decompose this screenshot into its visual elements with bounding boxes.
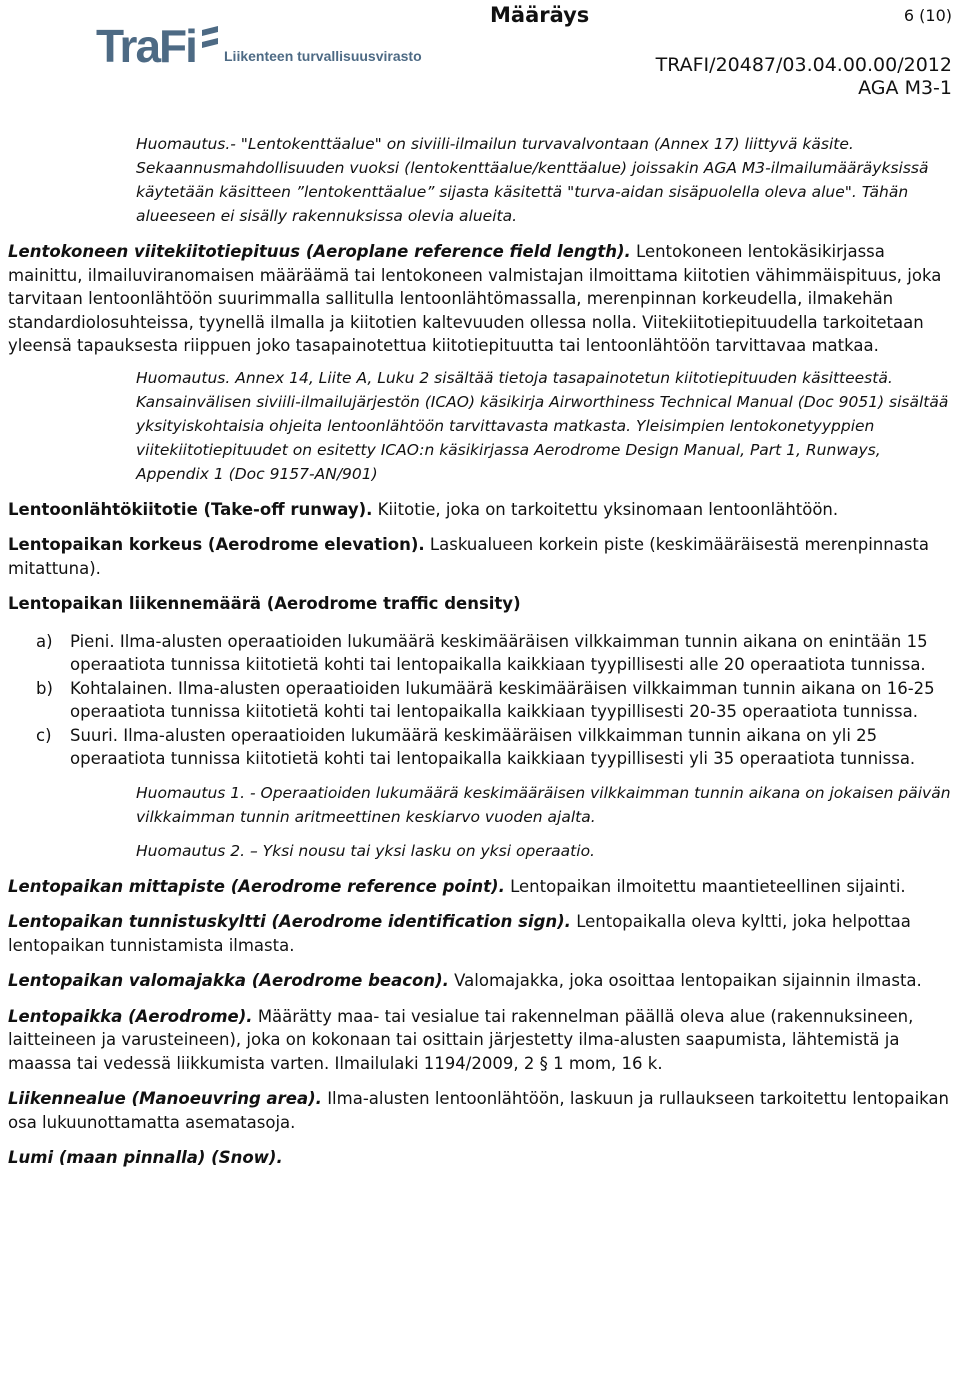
page-number: 6 (10)	[903, 6, 952, 25]
definition-text: Kiitotie, joka on tarkoitettu yksinomaan lentoonlähtöön.	[377, 499, 839, 519]
note-paragraph: Huomautus. Annex 14, Liite A, Luku 2 sisältää tietoja tasapainotetun kiitotiepituuden käsitteestä. Kansainvälisen siviili-ilmailujärjestön (ICAO) käsikirja Airworthiness Technical Manual (Doc 9051) sisältää yksityiskohtaisia ohjeita lentoonlähtöön tarvittavasta matkasta. Yleisimpien lentokonetyyppien viitekiitotiepituudet on esitetty ICAO:n käsikirjassa Aerodrome Design Manual, Part 1, Runways, Appendix 1 (Doc 9157-AN/901)	[136, 368, 949, 483]
list-item-label: b)	[36, 678, 53, 698]
definition-identification-sign	[8, 910, 956, 957]
document-id: TRAFI/20487/03.04.00.00/2012	[655, 54, 952, 76]
definition-term: Lentopaikan tunnistuskyltti (Aerodrome identification sign).	[8, 912, 571, 931]
definition-reference-field-length	[8, 240, 956, 358]
definition-text: Ilma-alusten lentoonlähtöön, laskuun ja rullaukseen tarkoitettu lentopaikan osa lukuunottamatta asematasoja.	[8, 1089, 949, 1132]
list-item-text: Kohtalainen. Ilma-alusten operaatioiden lukumäärä keskimääräisen vilkkaimman tunnin aikana on 16-25 operaatiota tunnissa kiitotietä kohti tai lentopaikalla kaikkiaan tyypillisesti 20-35 operaatiota tunnissa.	[70, 678, 935, 721]
agency-name: Liikenteen turvallisuusvirasto	[224, 48, 422, 64]
list-item-label: a)	[36, 631, 53, 651]
definition-term: Lentoonlähtökiitotie (Take-off runway).	[8, 499, 373, 519]
definition-term: Lumi (maan pinnalla) (Snow).	[8, 1148, 283, 1167]
note-paragraph: Huomautus 1. - Operaatioiden lukumäärä keskimääräisen vilkkaimman tunnin aikana on jokaisen päivän vilkkaimman tunnin aritmeettinen keskiarvo vuoden ajalta.	[136, 783, 951, 826]
definition-text: Valomajakka, joka osoittaa lentopaikan sijainnin ilmasta.	[454, 971, 922, 990]
definition-term: Lentopaikan mittapiste (Aerodrome reference point).	[8, 876, 505, 896]
density-list	[8, 630, 956, 771]
logo-text: TraFi	[96, 20, 196, 72]
definition-text: Määrätty maa- tai vesialue tai rakennelman päällä oleva alue (rakennuksineen, laitteineen ja varusteineen), joka on kokonaan tai osittain järjestetty ilma-alusten saapumista, lähtemistä ja maassa tai vedessä liikkumista varten. Ilmailulaki 1194/2009, 2 § 1 mom, 16 k.	[8, 1006, 914, 1073]
list-item	[8, 630, 956, 677]
list-item-label: c)	[36, 725, 52, 745]
definition-term: Lentopaikan valomajakka (Aerodrome beacon).	[8, 971, 449, 990]
list-item-text: Pieni. Ilma-alusten operaatioiden lukumäärä keskimääräisen vilkkaimman tunnin aikana on enintään 15 operaatiota tunnissa kiitotietä kohti tai lentopaikalla kaikkiaan tyypillisesti alle 20 operaatiota tunnissa.	[70, 631, 928, 674]
note-paragraph: Huomautus 2. – Yksi nousu tai yksi lasku on yksi operaatio.	[136, 841, 595, 860]
definition-term: Liikennealue (Manoeuvring area).	[8, 1089, 322, 1108]
document-body	[8, 132, 956, 1170]
definition-text: Lentopaikan ilmoitettu maantieteellinen sijainti.	[510, 876, 906, 896]
definition-text: Laskualueen korkein piste (keskimääräisestä merenpinnasta mitattuna).	[8, 535, 930, 578]
definition-term: Lentopaikan korkeus (Aerodrome elevation).	[8, 535, 425, 554]
definition-take-off-runway	[8, 498, 956, 522]
definition-term: Lentokoneen viitekiitotiepituus (Aeroplane reference field length).	[8, 242, 631, 261]
document-type: Määräys	[490, 3, 590, 27]
definition-aerodrome-beacon	[8, 969, 956, 993]
definition-manoeuvring-area	[8, 1087, 956, 1134]
definition-text: Lentopaikalla oleva kyltti, joka helpottaa lentopaikan tunnistamista ilmasta.	[8, 912, 911, 955]
definition-snow	[8, 1146, 956, 1170]
definition-traffic-density	[8, 592, 956, 616]
logo-wing-icon	[200, 24, 220, 68]
list-item-text: Suuri. Ilma-alusten operaatioiden lukumäärä keskimääräisen vilkkaimman tunnin aikana on yli 25 operaatiota tunnissa kiitotietä kohti tai lentopaikalla kaikkiaan tyypillisesti yli 35 operaatiota tunnissa.	[70, 725, 916, 768]
definition-aerodrome-elevation	[8, 533, 956, 580]
trafi-logo	[96, 22, 456, 70]
definition-aerodrome	[8, 1005, 956, 1076]
list-item	[8, 724, 956, 771]
note-paragraph: Huomautus.- "Lentokenttäalue" on siviili-ilmailun turvavalvontaan (Annex 17) liittyvä käsite. Sekaannusmahdollisuuden vuoksi (lentokenttäalue/kenttäalue) joissakin AGA M3-ilmailumääräyksissä käytetään käsitteen ”lentokenttäalue” sijasta käsitettä "turva-aidan sisäpuolella oleva alue". Tähän alueeseen ei sisälly rakennuksissa olevia alueita.	[136, 135, 929, 225]
page-header	[0, 0, 960, 110]
list-item	[8, 677, 956, 724]
definition-term: Lentopaikka (Aerodrome).	[8, 1006, 253, 1026]
definition-term: Lentopaikan liikennemäärä (Aerodrome traffic density)	[8, 594, 521, 613]
definition-reference-point	[8, 875, 956, 899]
document-code: AGA M3-1	[858, 77, 952, 99]
definition-text: Lentokoneen lentokäsikirjassa mainittu, ilmailuviranomaisen määräämä tai lentokoneen valmistajan ilmoittama kiitotien vähimmäispituus, joka tarvitaan lentoonlähtöön suurimmalla sallitulla lentoonlähtömassalla, merenpinnan korkeudella, ilmakehän standardiolosuhteissa, tyynellä ilmalla ja kiitotien kaltevuuden ollessa nolla. Viitekiitotiepituudella tarkoitetaan yleensä tapauksesta riippuen joko tasapainotettua kiitotiepituutta tai lentoonlähtöön tarvittavaa matkaa.	[8, 242, 942, 355]
